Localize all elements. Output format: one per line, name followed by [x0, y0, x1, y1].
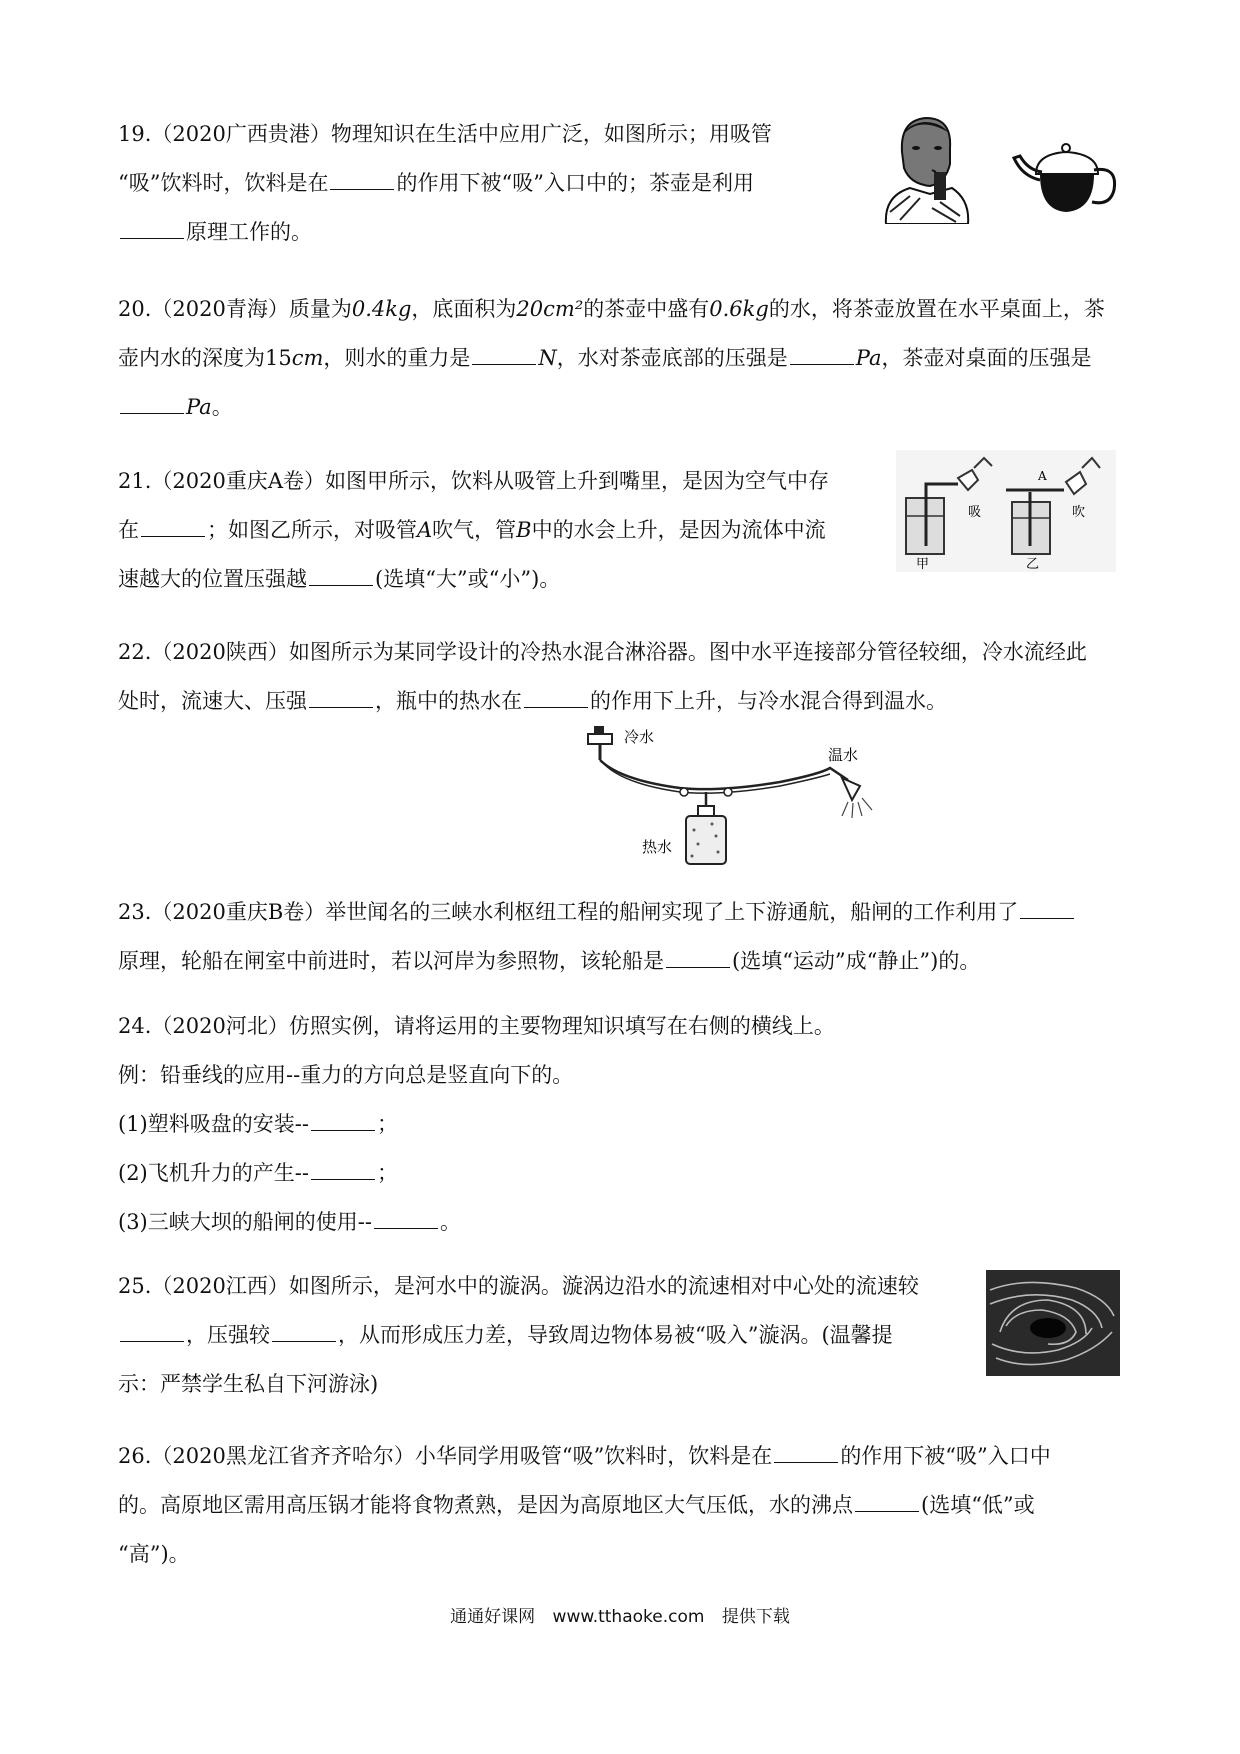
- tube-a-label: A: [417, 518, 433, 542]
- unit-pascal: Pa: [855, 346, 882, 370]
- answer-blank[interactable]: [311, 1110, 375, 1131]
- question-25: [118, 1262, 919, 1409]
- q24-example: 例：铅垂线的应用--重力的方向总是竖直向下的。: [118, 1063, 574, 1087]
- q21-text: (选填“大”或“小”)。: [375, 567, 561, 591]
- tube-a-figure-label: A: [1038, 469, 1047, 483]
- q24-item-3: (3)三峡大坝的船闸的使用--: [118, 1210, 372, 1234]
- unit-newton: N: [538, 346, 557, 370]
- q20-text: ，底面积为: [411, 297, 517, 321]
- q24-item-1: (1)塑料吸盘的安装--: [118, 1112, 309, 1136]
- q20-area-value: 20cm²: [516, 297, 584, 321]
- question-22: [118, 628, 1087, 726]
- teapot-figure: [1010, 140, 1122, 218]
- q21-text: 吹气，管: [432, 518, 517, 542]
- q19-text: 的作用下被“吸”入口中的；茶壶是利用: [396, 171, 754, 195]
- q23-text: 原理，轮船在闸室中前进时，若以河岸为参照物，该轮船是: [118, 949, 664, 973]
- figure-yi-label: 乙: [1026, 557, 1040, 572]
- q23-text: (选填“运动”成“静止”)的。: [732, 949, 981, 973]
- q24-line-1: 24.（2020河北）仿照实例，请将运用的主要物理知识填写在右侧的横线上。: [118, 1014, 835, 1038]
- q20-mass-value: 0.4kg: [351, 297, 412, 321]
- footer-url-link[interactable]: www.tthaoke.com: [552, 1607, 705, 1627]
- q19-line-1: 19.（2020广西贵港）物理知识在生活中应用广泛，如图所示；用吸管: [118, 122, 772, 146]
- answer-blank[interactable]: [790, 344, 854, 365]
- answer-blank[interactable]: [855, 1491, 919, 1512]
- q21-line-1: 21.（2020重庆A卷）如图甲所示，饮料从吸管上升到嘴里，是因为空气中存: [118, 469, 830, 493]
- q21-text: 在: [118, 518, 139, 542]
- question-24: [118, 1002, 835, 1247]
- answer-blank[interactable]: [272, 1321, 336, 1342]
- question-21: [118, 457, 829, 604]
- answer-blank[interactable]: [774, 1442, 838, 1463]
- answer-blank[interactable]: [472, 344, 536, 365]
- cold-water-label: 冷水: [624, 728, 655, 746]
- answer-blank[interactable]: [1020, 898, 1074, 919]
- warm-water-label: 温水: [828, 746, 859, 764]
- answer-blank[interactable]: [524, 687, 588, 708]
- q24-punct: 。: [439, 1210, 461, 1234]
- q24-item-2: (2)飞机升力的产生--: [118, 1161, 309, 1185]
- q20-text: 。: [211, 395, 233, 419]
- q20-text: 20.（2020青海）质量为: [118, 297, 352, 321]
- question-20: [118, 285, 1105, 432]
- unit-pascal: Pa: [186, 395, 212, 419]
- answer-blank[interactable]: [120, 393, 184, 414]
- q22-text: 的作用下上升，与冷水混合得到温水。: [590, 689, 947, 713]
- answer-blank[interactable]: [120, 218, 184, 239]
- answer-blank[interactable]: [309, 687, 373, 708]
- person-drinking-figure: [880, 112, 970, 224]
- answer-blank[interactable]: [141, 516, 205, 537]
- footer-tagline: 提供下载: [721, 1607, 790, 1627]
- footer-site-name: 通通好课网: [450, 1607, 536, 1627]
- question-19: [118, 110, 772, 257]
- question-23: [118, 888, 1076, 986]
- q25-line-3: 示：严禁学生私自下河游泳): [118, 1372, 379, 1396]
- q25-line-1: 25.（2020江西）如图所示，是河水中的漩涡。漩涡边沿水的流速相对中心处的流速较: [118, 1274, 919, 1298]
- blow-label: 吹: [1072, 505, 1086, 520]
- answer-blank[interactable]: [120, 1321, 184, 1342]
- q19-text: “吸”饮料时，饮料是在: [118, 171, 329, 195]
- whirlpool-photo: [986, 1270, 1120, 1376]
- q23-text: 23.（2020重庆B卷）举世闻名的三峡水利枢纽工程的船闸实现了上下游通航，船闸的工作利用了: [118, 900, 1019, 924]
- q22-line-1: 22.（2020陕西）如图所示为某同学设计的冷热水混合淋浴器。图中水平连接部分管径较细，冷水流经此: [118, 640, 1087, 664]
- answer-blank[interactable]: [374, 1208, 438, 1229]
- shower-mixer-figure: [580, 720, 880, 870]
- q20-water-mass: 0.6kg: [709, 297, 769, 321]
- hot-water-label: 热水: [642, 838, 673, 856]
- suck-label: 吸: [968, 505, 982, 520]
- page-footer: [0, 1602, 1240, 1627]
- q20-text: 壶内水的深度为15: [118, 346, 292, 370]
- q21-text: 速越大的位置压强越: [118, 567, 307, 591]
- q22-text: ，瓶中的热水在: [375, 689, 522, 713]
- q21-text: ；如图乙所示，对吸管: [207, 518, 417, 542]
- q20-text: ，茶壶对桌面的压强是: [881, 346, 1092, 370]
- straw-experiment-figure: [896, 450, 1116, 572]
- q26-text: 的作用下被“吸”入口中: [840, 1444, 1051, 1468]
- q24-punct: ；: [376, 1161, 398, 1185]
- q20-text: ，则水的重力是: [323, 346, 471, 370]
- q21-text: 中的水会上升，是因为流体中流: [531, 518, 826, 542]
- q25-text: ，从而形成压力差，导致周边物体易被“吸入”漩涡。(温馨提: [338, 1323, 893, 1347]
- q20-text: 的茶壶中盛有: [583, 297, 710, 321]
- q26-text: (选填“低”或: [921, 1493, 1035, 1517]
- q25-text: ，压强较: [186, 1323, 270, 1347]
- q22-text: 处时，流速大、压强: [118, 689, 307, 713]
- q26-line-3: “高”)。: [118, 1542, 190, 1566]
- answer-blank[interactable]: [311, 1159, 375, 1180]
- tube-b-label: B: [516, 518, 532, 542]
- q19-text: 原理工作的。: [186, 220, 312, 244]
- q26-text: 26.（2020黑龙江省齐齐哈尔）小华同学用吸管“吸”饮料时，饮料是在: [118, 1444, 773, 1468]
- answer-blank[interactable]: [309, 565, 373, 586]
- q24-punct: ；: [376, 1112, 398, 1136]
- answer-blank[interactable]: [330, 169, 394, 190]
- figure-jia-label: 甲: [916, 557, 930, 572]
- q20-text: 的水，将茶壶放置在水平桌面上，茶: [768, 297, 1105, 321]
- q20-unit-cm: cm: [291, 346, 324, 370]
- q20-text: ，水对茶壶底部的压强是: [556, 346, 788, 370]
- answer-blank[interactable]: [666, 947, 730, 968]
- question-26: [118, 1432, 1051, 1579]
- q26-text: 的。高原地区需用高压锅才能将食物煮熟，是因为高原地区大气压低，水的沸点: [118, 1493, 853, 1517]
